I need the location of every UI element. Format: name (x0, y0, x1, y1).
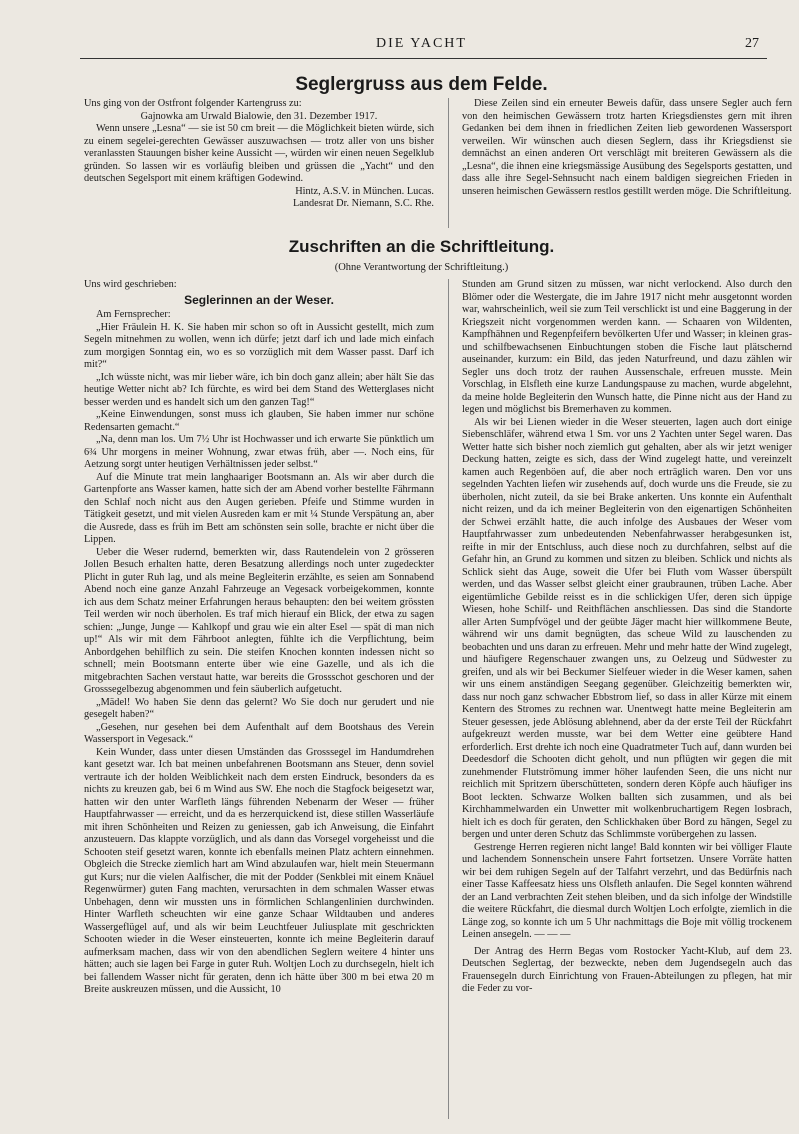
paragraph: „Keine Einwendungen, sonst muss ich glauben, Sie haben immer nur schöne Redensarten gemacht.“ (84, 409, 434, 433)
paragraph: „Na, denn man los. Um 7½ Uhr ist Hochwasser und ich erwarte Sie pünktlich um 6¾ Uhr morgens in meiner Wohnung, zwar etwas früh, aber —. Noch eins, für Aetzung sorgt unter heutigen Verhältnissen jeder selbst.“ (84, 434, 434, 470)
paragraph: Auf die Minute trat mein langhaariger Bootsmann an. Als wir aber durch die Gartenpforte ans Wasser kamen, hatte sich der am Abend vorher bestellte Fährmann den Schlaf noch nicht aus den Augen gerieben. Pfeife und Stimme wurden in Tätigkeit gesetzt, und mit vielen Ausreden kam er mit ¼ Stunde Verspätung an, aber die Ausrede, dass es früh im Bett am schönsten sein solle, brachte er nicht über die Lippen. (84, 471, 434, 545)
dateline: Gajnowka am Urwald Bialowie, den 31. Dezember 1917. (140, 110, 378, 122)
article2-subtitle: (Ohne Verantwortung der Schriftleitung.) (334, 262, 509, 273)
article1-right-column (462, 98, 792, 228)
page-number: 27 (745, 36, 759, 51)
header-rule (80, 58, 767, 59)
paragraph: Als wir bei Lienen wieder in die Weser steuerten, lagen auch dort einige Siebenschläfer, während etwa 1 Sm. vor uns 2 Yachten unter Segel waren. Das Wetter hatte sich bisher noch ziemlich gut gehalten, aber als wir jetzt weniger Deckung hatten, zeigte es sich, dass der Wind zugelegt hatte, und vereinzelt kamen auch Regenböen auf, die aber noch erträglich waren. Den vor uns segelnden Yachten liefen wir zusehends auf, doch wurde uns die Freude, sie zu überholen, nicht zuteil, da sie bei Brake ankerten. Uns konnte ein Aufenthalt nicht reizen, und da ich meiner Begleiterin von den eigenartigen Schönheiten der Schwei erzählt hatte, die auch infolge des Ausbaues der Weser vom Hauptfahrwasser zum unbedeutenden Nebenfahrwasser herabgesunken ist, reifte in mir der Entschluss, auch diese noch zu durchfahren, selbst auf die Gefahr hin, an Grund zu kommen und sitzen zu bleiben. Schlick und nichts als Schlick sieht das Auge, soweit die Ufer bei Fluth vom Wasser überspült werden, und das Wasser selbst gleicht einer graubraunen, trüben Lache. Aber eigentümliche Gebilde reisst es in die schlickigen Ufer, deren sich üppige Wiesen, hohe Schilf- und Reithflächen anschliessen. Das sind die Standorte aller Arten Sumpfvögel und der geübte Jäger macht hier willkommene Beute, während wir uns damit begnügten, das scheue Wild zu lauschenden zu beobachten und uns daran zu erfreuen. Mehr und mehr hatte der Wind zugelegt, und häufigere Regenschauer zwangen uns, zu Oelzeug und Südwester zu greifen, und als wir bei Beckumer Sielfeuer wieder in die Weser kamen, sahen wir uns einem anständigen Seegang gegenüber. Gleichzeitig bemerkten wir, dass nur noch ganz schwacher Ebbstrom lief, so dass in aller Kürze mit einem Kentern des Stromes zu rechnen war. Unentwegt hatte meine Begleiterin am Steuer gesessen, jede Ablösung ablehnend, aber da der erste Teil der Rückfahrt aufgekreuzt werden musste, war bei dem Wetter eine geübtere Hand erforderlich. Erst drehte ich noch eine Quadratmeter Tuch auf, dann wurden bei Deedesdorf die Schooten dicht geholt, und nun pflügten wir gegen die mit zunehmender Flutströmung immer höher laufenden Seen, die uns nicht nur reichlich mit Spritzern überschütteten, sondern deren Köpfe auch häufiger ins Boot leckten. Schwarze Wolken ballten sich zusammen, und als bei Kirchhammelwarden ein Unwetter mit wolkenbruchartigem Regen losbrach, hielt ich es doch für geraten, den Schlickhaken über Bord zu hängen, Segel zu bergen und unter deren Schutz das Schlimmste vorübergehen zu lassen. (462, 416, 792, 840)
paragraph: „Hier Fräulein H. K. Sie haben mir schon so oft in Aussicht gestellt, mich zum Segeln mitnehmen zu wollen, wenn ich dürfe; jetzt darf ich und lade mich einfach zum morgigen Sonntag ein, wo es so vorzüglich mit dem Wasser passt. Darf ich mit?“ (84, 321, 434, 370)
paragraph: Kein Wunder, dass unter diesen Umständen das Grosssegel im Handumdrehen kant gesetzt war. Ich bat meinen unbefahrenen Bootsmann ans Steuer, denn soviel vertraute ich der holden Weiblichkeit nach dem ersten Eindruck, besonders da es nichts zu kreuzen gab, bei 6 m Wind aus SW. Ehe noch die Stagfock beigesetzt war, hatten wir den unter Warfleth längs führenden Nebenarm der Weser — früher Hauptfahrwasser — erreicht, und da es herzerquickend ist, diese stillen Wasserläufe mit ihren Schönheiten und Reizen zu geniessen, gab ich Anweisung, die Einfahrt anzusteuern. Das klappte vorzüglich, und als dann das Vorsegel vorgeheisst und die Schooten steif gesetzt waren, konnte ich ebenfalls meinen Platz achtern einnehmen. Obgleich die Strecke ziemlich hart am Wind abzulaufen war, hielt mein Steuermann gut Kurs; nur die vielen Aalfischer, die mit der Podder (Senkblei mit einem Knäuel Regenwürmer) guten Fang machten, verursachten in dem schmalen Wasser etwas Unbehagen, denn wir mussten uns in förmlichen Schlangenlinien durchwinden. Hinter Warfleth scheuchten wir eine ganze Schaar Wildtauben und anderes Wassergeflügel auf, und als wir beim Leuchtfeuer Juliusplate mit geschrickten Schooten wieder in die Weser einsteuerten, konnte ich meine Begleiterin darauf aufmerksam machen, dass wir von den abendlichen Seglern weitere 4 hinter uns hätten; auch sie lagen bei Farge in guter Ruh. Woltjen Loch zu durchsegeln, hielt ich bei fallendem Wasser nicht für geraten, denn ich hätte über 300 m bei etwa 20 m Breite auskreuzen müssen, und die Aussicht, 10 (84, 746, 434, 995)
article1-title: Seglergruss aus dem Felde. (295, 74, 548, 95)
signature: Landesrat Dr. Niemann, S.C. Rhe. (293, 198, 434, 209)
paragraph: „Ich wüsste nicht, was mir lieber wäre, ich bin doch ganz allein; aber hält Sie das heutige Wetter nicht ab? Ich fürchte, es wird bei dem Stand des Wetterglases nicht besser werden und es handelt sich um den ganzen Tag!“ (84, 371, 434, 408)
paragraph: „Gesehen, nur gesehen bei dem Aufenthalt auf dem Bootshaus des Verein Wassersport in Vegesack.“ (84, 721, 434, 745)
paragraph: Ueber die Weser rudernd, bemerkten wir, dass Rautendelein von 2 grösseren Jollen Besuch erhalten hatte, deren Besatzung allerdings noch unter zugedeckter Plicht in guter Ruh lag, und als meine Begleiterin erzählte, es seien am Sonnabend Abend noch eine ganze Anzahl Fahrzeuge an Vegesack vorbeigekommen, konnte ich aus dem Schatz meiner Erfahrungen heraus behaupten: den bei weitem grössten Teil werden wir noch überholen. Es traf mich hierauf ein Blick, der etwa zu sagen schien: „Junge, Junge — Kahlkopf und grau wie ein alter Esel — spät di man nich up!“ Als wir mit dem Fährboot anlegten, fühlte ich die Verpflichtung, beim Anbordgehen behilflich zu sein. Die steifen Knochen konnten indessen nicht so schnell; mein Bootsmann enterte über wie eine Gazelle, und als ich die mitgebrachten Sachen verstaut hatte, war bereits die Grossschot geschoren und der Grosssegelbezug abgenommen und fein säuberlich aufgetucht. (84, 546, 434, 695)
article2-left-column (84, 279, 434, 1119)
column-divider (448, 279, 449, 1119)
intro: Uns wird geschrieben: (84, 279, 177, 290)
column-divider (448, 98, 449, 228)
paragraph: Gestrenge Herren regieren nicht lange! Bald konnten wir bei völliger Flaute und lachendem Sonnenschein unsere Fahrt fortsetzen. Unsere Vorräte hatten wir bei dem ruhigen Segeln auf der Talfahrt verzehrt, und das Bedürfnis nach einer Tasse Kaffeesatz hiess uns Olsfleth anlaufen. Die Segel konnten während der an Land verbrachten Zeit stehen bleiben, und da sich infolge der Windstille die weitere Rückfahrt, die diesmal durch Woltjen Loch erfolgte, ziemlich in die Länge zog, so konnte ich um 5 Uhr nachmittags die Boje mit völlig trockenem Leinen ansegeln. — — — (462, 841, 792, 940)
page-header (84, 36, 759, 54)
paragraph: „Mädel! Wo haben Sie denn das gelernt? Wo Sie doch nur gerudert und nie gesegelt haben?“ (84, 696, 434, 720)
journal-title: DIE YACHT (376, 36, 467, 51)
paragraph: Diese Zeilen sind ein erneuter Beweis dafür, dass unsere Segler auch fern von den heimischen Gewässern trotz harten Kriegsdienstes gern mit ihren Gedanken bei dem ihnen in friedlichen Zeiten lieb gewordenen Wassersport verweilen. Wir wünschen auch diesen Seglern, dass ihr Kriegsdienst sie demnächst an einen anderen Ort verschlägt mit breiteren Gewässern als die „Lesna“, die ihnen eine kriegsmässige Ausübung des Segelsports gestatten, und dass alle ihre Segel-Sehnsucht nach einem baldigen siegreichen Frieden in unseren heimischen Gewässern restlos gestillt werden möge. Die Schriftleitung. (462, 98, 792, 197)
section-title: Seglerinnen an der Weser. (184, 292, 334, 307)
paragraph: Stunden am Grund sitzen zu müssen, war nicht verlockend. Also durch den Blömer oder die Westergate, die im Jahre 1917 nicht mehr ausgetonnt worden war, wahrscheinlich, weil sie zum Teil verschlickt ist und eine Baggerung in der Kriegszeit nicht vorgenommen werden kann. — Schaaren von Wildenten, Kampfhähnen und Regenpfeifern bevölkerten Ufer und Wasser; in kleinen gras- und schilfbewachsenen Einbuchtungen stoben die Fische laut plätschernd auseinander, kurzum: ein Bild, das jeden Naturfreund, und dazu zählen wir Segler uns doch trotz der rauhen Aussenschale, erfreuen musste. Mein Vorschlag, in Elsfleth eine kurze Landungspause zu machen, wurde abgelehnt, da meine holde Begleiterin den Wunsch hatte, die Pinne nicht aus der Hand zu legen und möglichst bis Bremerhaven zu kommen. (462, 279, 792, 415)
article2-right-column (462, 279, 792, 1119)
paragraph: Uns ging von der Ostfront folgender Kartengruss zu: (84, 98, 302, 109)
paragraph: Am Fernsprecher: (96, 309, 171, 320)
article2-title: Zuschriften an die Schriftleitung. (288, 237, 555, 256)
paragraph: Wenn unsere „Lesna“ — sie ist 50 cm breit — die Möglichkeit bieten würde, sich zu einem segelei-gerechten Gewässer auszuwachsen — trotz aller von uns bisher veranlassten Stauungen bisher keine Aussicht —, würden wir einen neuen Segelklub gründen. So lassen wir es vorläufig bleiben und grüssen die „Yacht“ und den deutschen Segelsport mit einem kräftigen Godewind. (84, 123, 434, 184)
paragraph: Der Antrag des Herrn Begas vom Rostocker Yacht-Klub, auf dem 23. Deutschen Seglertag, der bezweckte, neben dem Jugendsegeln auch das Frauensegeln durch Einrichtung von Frauen-Abteilungen zu pflegen, hat mir die Feder zu vor- (462, 945, 792, 994)
signature: Hintz, A.S.V. in München. Lucas. (295, 185, 434, 197)
article1-left-column (84, 98, 434, 228)
